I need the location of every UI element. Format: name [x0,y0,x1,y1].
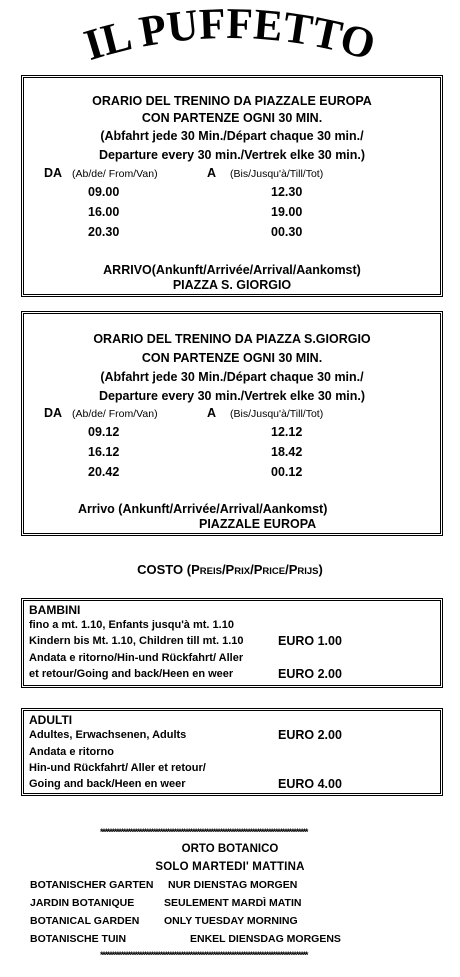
adults-label: Adultes, Erwachsenen, Adults [29,729,187,741]
garden-title: ORTO BOTANICO [181,843,279,855]
schedule-frequency-translation: Departure every 30 min./Vertrek elke 30 min.) [98,389,366,403]
schedule-frequency: CON PARTENZE OGNI 30 MIN. [141,111,323,125]
page-title-text: IL PUFFETTO [78,2,382,70]
end-time: 00.30 [271,225,303,239]
schedule-title: ORARIO DEL TRENINO DA PIAZZA S.GIORGIO [93,332,371,346]
cost-heading-part: RIX [234,566,251,577]
garden-day: ENKEL DIENSDAG MORGENS [190,933,341,945]
cost-heading-part: /P [285,562,298,577]
from-label: DA [44,166,63,180]
garden-name: BOTANISCHE TUIN [30,933,127,945]
schedule-frequency: CON PARTENZE OGNI 30 MIN. [141,351,323,365]
arrival-place: PIAZZA S. GIORGIO [172,278,292,292]
children-height-limit: Kindern bis Mt. 1.10, Children till mt. 1.10 [29,635,244,647]
children-single-price: EURO 1.00 [278,634,342,648]
arrival-place: PIAZZALE EUROPA [199,517,317,531]
cost-heading-part: ) [318,562,323,577]
schedule-frequency-translation: (Abfahrt jede 30 Min./Départ chaque 30 min./ [100,129,364,143]
svg-text:IL PUFFETTO [79,2,381,70]
to-label-translation: (Bis/Jusqu'à/Till/Tot) [230,408,324,420]
children-return-label: Andata e ritorno/Hin-und Rückfahrt/ Aller [29,652,244,664]
schedule-from-piazza-s-giorgio [21,311,443,536]
departure-time: 16.12 [88,445,120,459]
cost-heading-part: RICE [262,566,286,577]
adults-return-label: Going and back/Heen en weer [29,778,186,790]
garden-name: BOTANICAL GARDEN [30,915,140,927]
divider-stars: ****************************************************************************************** [100,827,308,837]
cost-heading-part: /P [221,562,235,577]
end-time: 18.42 [271,445,303,459]
to-label: A [207,166,217,180]
cost-heading-main: COSTO (P [137,562,200,577]
schedule-title: ORARIO DEL TRENINO DA PIAZZALE EUROPA [92,94,372,108]
children-return-label: et retour/Going and back/Heen en weer [29,668,234,680]
departure-time: 09.00 [88,185,120,199]
arrival-label: ARRIVO(Ankunft/Arrivée/Arrival/Aankomst) [103,263,361,277]
children-prices [21,598,443,688]
departure-time: 20.42 [88,465,120,479]
adults-single-price: EURO 2.00 [278,728,342,742]
adults-return-label: Hin-und Rückfahrt/ Aller et retour/ [29,762,206,774]
garden-name: BOTANISCHER GARTEN [30,879,154,891]
end-time: 12.12 [271,425,303,439]
departure-time: 09.12 [88,425,120,439]
end-time: 00.12 [271,465,303,479]
children-height-limit: fino a mt. 1.10, Enfants jusqu'à mt. 1.10 [29,619,234,631]
from-label-translation: (Ab/de/ From/Van) [72,408,158,420]
garden-day: ONLY TUESDAY MORNING [164,915,298,927]
children-title: BAMBINI [29,603,81,617]
from-label: DA [44,406,63,420]
adult-prices [21,708,443,796]
cost-heading-part: RIJS [297,566,319,577]
schedule-frequency-translation: (Abfahrt jede 30 Min./Départ chaque 30 min./ [100,370,364,384]
garden-day: NUR DIENSTAG MORGEN [168,879,298,891]
adults-return-label: Andata e ritorno [29,746,114,758]
children-return-price: EURO 2.00 [278,667,342,681]
cost-heading-part: REIS [199,566,222,577]
arrival-label: Arrivo (Ankunft/Arrivée/Arrival/Aankomst) [78,502,328,516]
cost-heading-part: /P [250,562,263,577]
departure-time: 16.00 [88,205,120,219]
adults-title: ADULTI [29,713,73,727]
to-label: A [207,406,217,420]
to-label-translation: (Bis/Jusqu'à/Till/Tot) [230,168,324,180]
garden-subtitle: SOLO MARTEDI' MATTINA [155,861,305,873]
cost-heading [0,562,460,577]
schedule-frequency-translation: Departure every 30 min./Vertrek elke 30 min.) [98,148,366,162]
adults-return-price: EURO 4.00 [278,777,342,791]
departure-time: 20.30 [88,225,120,239]
from-label-translation: (Ab/de/ From/Van) [72,168,158,180]
schedule-from-piazzale-europa [21,75,443,297]
garden-name: JARDIN BOTANIQUE [30,897,135,909]
garden-day: SEULEMENT MARDÌ MATIN [164,897,302,909]
page-title [0,2,460,72]
divider-stars: ****************************************************************************************** [100,950,308,960]
end-time: 12.30 [271,185,303,199]
end-time: 19.00 [271,205,303,219]
